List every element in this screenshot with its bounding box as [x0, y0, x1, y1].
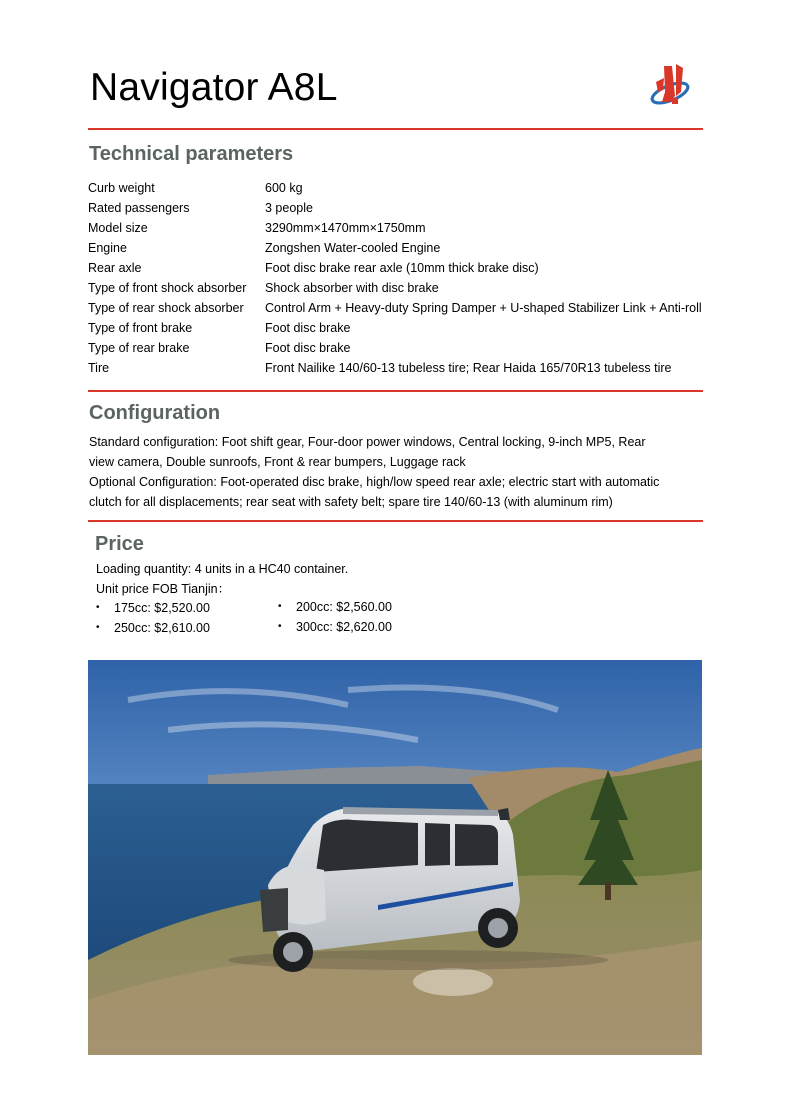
page-title: Navigator A8L	[90, 66, 338, 109]
param-label: Rear axle	[88, 261, 142, 275]
price-item: • 300cc: $2,620.00	[278, 617, 392, 637]
optional-config-line: clutch for all displacements; rear seat with safety belt; spare tire 140/60-13 (with aluminum rim)	[89, 495, 613, 509]
vehicle-photo	[88, 660, 702, 1055]
param-row	[88, 238, 702, 258]
optional-config-line: Optional Configuration: Foot-operated disc brake, high/low speed rear axle; electric start with automatic	[89, 475, 660, 489]
param-value: 600 kg	[265, 181, 303, 195]
param-row	[88, 298, 702, 318]
param-row	[88, 178, 702, 198]
configuration-divider	[88, 520, 703, 522]
param-label: Type of front brake	[88, 321, 193, 335]
param-row	[88, 218, 702, 238]
param-label: Tire	[88, 361, 110, 375]
param-row	[88, 338, 702, 358]
param-value: Zongshen Water-cooled Engine	[265, 241, 441, 255]
company-logo-icon	[648, 62, 696, 108]
price-heading: Price	[95, 533, 144, 555]
technical-parameters-table	[88, 178, 702, 378]
param-row	[88, 318, 702, 338]
param-value: Foot disc brake	[265, 321, 351, 335]
param-label: Engine	[88, 241, 127, 255]
param-value: Foot disc brake rear axle (10mm thick brake disc)	[265, 261, 539, 275]
title-divider	[88, 128, 703, 130]
param-label: Curb weight	[88, 181, 155, 195]
technical-parameters-heading: Technical parameters	[89, 143, 294, 165]
price-item: • 200cc: $2,560.00	[278, 597, 392, 617]
param-row	[88, 198, 702, 218]
param-label: Rated passengers	[88, 201, 190, 215]
price-item: • 250cc: $2,610.00	[96, 618, 210, 638]
param-label: Model size	[88, 221, 148, 235]
param-row	[88, 358, 702, 378]
standard-config-line: Standard configuration: Foot shift gear, Four-door power windows, Central locking, 9-inch MP5, Rear	[89, 435, 646, 449]
technical-divider	[88, 390, 703, 392]
unit-price-label: Unit price FOB Tianjin：	[96, 582, 231, 596]
param-value: Control Arm + Heavy-duty Spring Damper + U-shaped Stabilizer Link + Anti-roll	[265, 301, 702, 315]
param-row	[88, 258, 702, 278]
price-list-left	[96, 598, 210, 638]
configuration-heading: Configuration	[89, 402, 221, 424]
param-value: Shock absorber with disc brake	[265, 281, 439, 295]
param-label: Type of rear shock absorber	[88, 301, 244, 315]
param-value: 3290mm×1470mm×1750mm	[265, 221, 426, 235]
price-info	[96, 559, 348, 599]
price-list-right	[278, 597, 392, 637]
configuration-text	[89, 432, 709, 512]
price-item: • 175cc: $2,520.00	[96, 598, 210, 618]
loading-quantity: Loading quantity: 4 units in a HC40 container.	[96, 562, 349, 576]
param-value: Front Nailike 140/60-13 tubeless tire; Rear Haida 165/70R13 tubeless tire	[265, 361, 672, 375]
param-value: 3 people	[265, 201, 313, 215]
param-label: Type of rear brake	[88, 341, 190, 355]
param-value: Foot disc brake	[265, 341, 351, 355]
standard-config-line: view camera, Double sunroofs, Front & rear bumpers, Luggage rack	[89, 455, 466, 469]
param-label: Type of front shock absorber	[88, 281, 247, 295]
param-row	[88, 278, 702, 298]
